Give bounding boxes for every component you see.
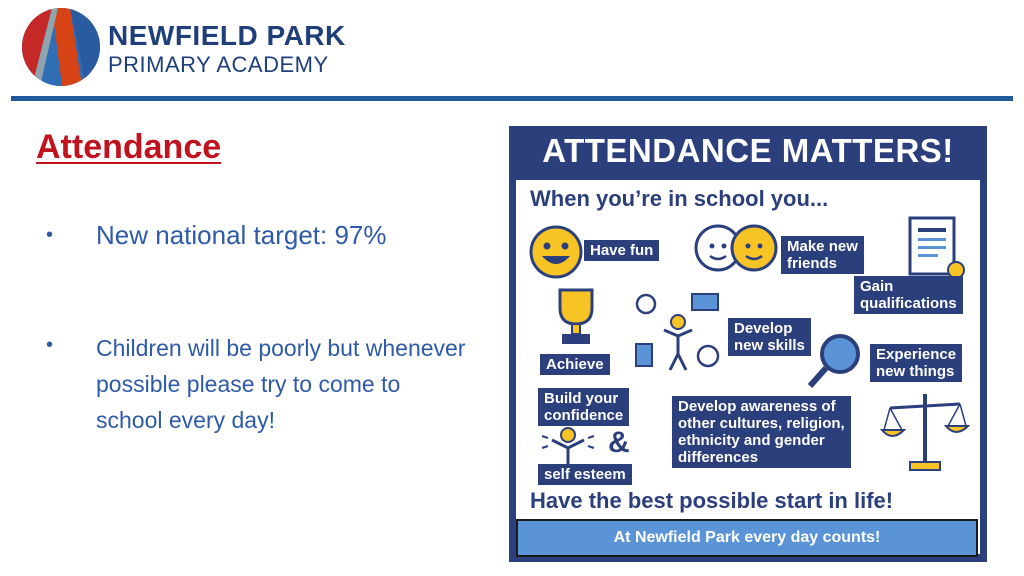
tag-line: friends	[787, 255, 838, 272]
confident-person-icon	[540, 426, 596, 466]
school-name-line1: NEWFIELD PARK	[108, 20, 346, 51]
poster-tagline: Have the best possible start in life!	[530, 488, 894, 513]
tag-develop-skills	[728, 318, 811, 356]
bullet-national-target: New national target: 97%	[96, 220, 387, 250]
friends-icon	[684, 218, 784, 286]
trophy-icon	[548, 286, 604, 350]
tag-experience	[870, 344, 962, 382]
school-name-line2: PRIMARY ACADEMY	[108, 52, 329, 77]
tag-make-friends	[781, 236, 864, 274]
tag-gain-qualifications	[854, 276, 963, 314]
school-logo-icon	[22, 8, 100, 86]
tag-line: Experience	[876, 346, 957, 363]
tag-line: Make new	[787, 238, 858, 255]
skills-person-icon	[634, 292, 722, 374]
bullet-marker: •	[46, 334, 54, 356]
tag-line: new things	[876, 363, 955, 380]
tag-line: ethnicity and gender	[678, 432, 825, 449]
smiley-face-icon	[528, 224, 584, 280]
ampersand: &	[608, 426, 630, 459]
poster-footer-banner: At Newfield Park every day counts!	[516, 519, 978, 557]
magnifier-icon	[806, 330, 866, 390]
bullet-marker: •	[46, 224, 54, 246]
tag-line: differences	[678, 449, 759, 466]
tag-line: Build your	[544, 390, 619, 407]
tag-line: confidence	[544, 407, 624, 424]
attendance-poster	[509, 126, 987, 562]
poster-title: ATTENDANCE MATTERS!	[542, 132, 954, 169]
tag-line: Gain	[860, 278, 894, 295]
poster-body	[516, 180, 980, 554]
tag-develop-awareness	[672, 396, 851, 468]
tag-achieve: Achieve	[540, 354, 610, 375]
tag-line: qualifications	[860, 295, 957, 312]
slide-title: Attendance	[36, 128, 222, 166]
tag-line: other cultures, religion,	[678, 415, 845, 432]
certificate-icon	[900, 214, 970, 284]
tag-have-fun: Have fun	[584, 240, 659, 261]
tag-line: new skills	[734, 337, 805, 354]
tag-build-confidence	[538, 388, 629, 426]
poster-subtitle: When you’re in school you...	[530, 186, 829, 211]
header-divider	[11, 96, 1013, 101]
tag-line: Develop awareness of	[678, 398, 836, 415]
bullet-come-to-school: Children will be poorly but whenever possible please try to come to school every day!	[96, 335, 466, 433]
scales-icon	[880, 390, 970, 474]
tag-self-esteem: self esteem	[538, 464, 632, 485]
tag-line: Develop	[734, 320, 793, 337]
